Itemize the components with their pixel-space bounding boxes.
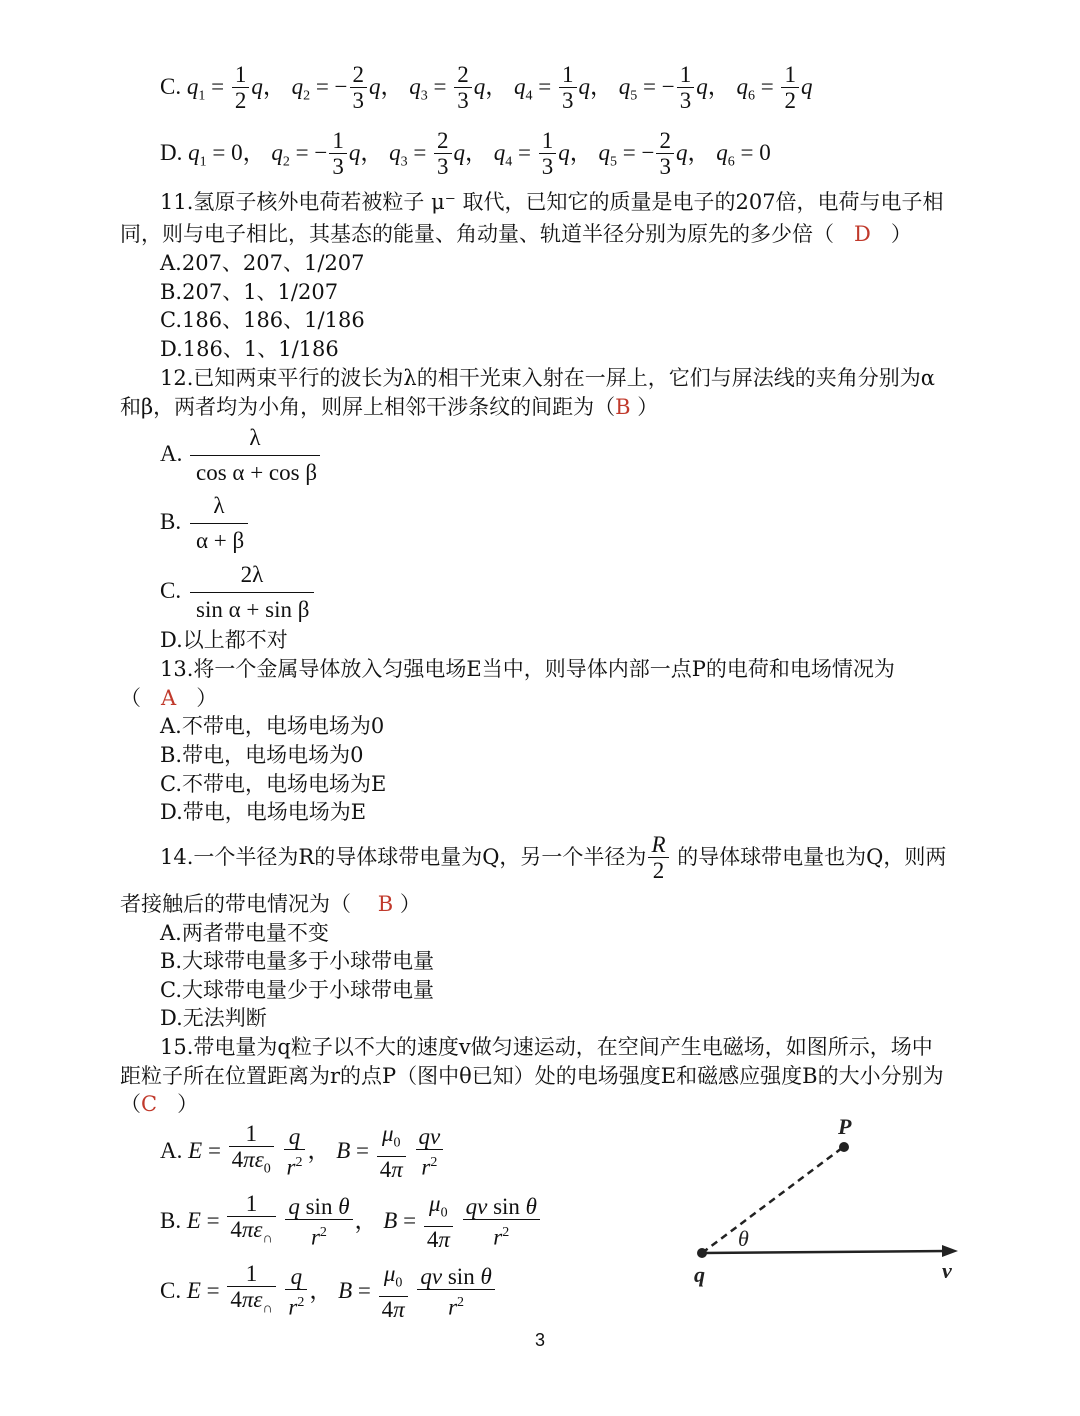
q14-stem-line1: 14.一个半径为R的导体球带电量为Q，另一个半径为 $\frac{R}{2}$ 的导体球带电量也为Q，则两	[160, 832, 947, 883]
q12-stem-line1: 12.已知两束平行的波长为λ的相干光束入射在一屏上，它们与屏法线的夹角分别为α	[160, 366, 935, 390]
q15-stem-line1: 15.带电量为q粒子以不大的速度v做匀速运动，在空间产生电磁场，如图所示，场中	[160, 1035, 933, 1059]
q13-stem-line2: （ A ）	[120, 686, 218, 710]
q13-stem-line1: 13.将一个金属导体放入匀强电场E当中，则导体内部一点P的电荷和电场情况为	[160, 657, 895, 681]
q15-stem-line2: 距粒子所在位置距离为r的点P（图中θ已知）处的电场强度E和磁感应强度B的大小分别为	[120, 1064, 944, 1088]
q14-option-d: D.无法判断	[160, 1006, 267, 1030]
velocity-v-label: v	[942, 1258, 952, 1283]
q15-option-c: C. E = $\frac{1}{4\pi\varepsilon_\cap}$ $\frac{q}{r^2}$ ， B = $\frac{\mu_0}{4\pi}$ $\frac{\text{qv sin θ}}{r^2}$	[160, 1258, 497, 1324]
q15-figure	[680, 1110, 980, 1300]
q10-option-c: C. $q_1$ = $\frac{1}{2}$ q， $q_2$ = − $\frac{2}{3}$ q， $q_3$ = $\frac{2}{3}$ q， $q_4$ = $\frac{1}{3}$ q， $q_5$ = − $\frac{1}{3}$ q， $q_6$ = $\frac{1}{2}$ q	[160, 62, 813, 114]
charge-q-label: q	[694, 1262, 705, 1287]
q11-option-c: C.186、186、1/186	[160, 308, 365, 332]
q15-option-a: A. E = $\frac{1}{4\pi\varepsilon_0}$ $\frac{q}{r^2}$ ， B = $\frac{\mu_0}{4\pi}$ $\frac{qv}{r^2}$	[160, 1118, 445, 1184]
q12-stem-line2: 和β，两者均为小角，则屏上相邻干涉条纹的间距为（B ）	[120, 395, 659, 419]
q11-option-a: A.207、207、1/207	[160, 251, 365, 275]
q11-option-d: D.186、1、1/186	[160, 337, 339, 361]
q15-stem-line3: （C ）	[120, 1092, 199, 1116]
q13-option-d: D.带电，电场电场为E	[160, 800, 367, 824]
page-number: 3	[534, 1330, 545, 1350]
q14-answer: B	[377, 892, 394, 916]
q10-option-d: D. $q_1 = 0$， $q_2$ = − $\frac{1}{3}$ q， $q_3$ = $\frac{2}{3}$ q， $q_4$ = $\frac{1}{3}$ q， $q_5$ = − $\frac{2}{3}$ q， $q_6 = 0$	[160, 128, 771, 180]
q14-option-c: C.大球带电量少于小球带电量	[160, 978, 434, 1002]
q15-answer: C	[141, 1092, 158, 1116]
distance-r-dashed-line	[702, 1148, 842, 1253]
point-p-dot	[839, 1142, 849, 1152]
q12-option-c: C. $\frac{2\lambda}{\text{sin α + sin β}}$	[160, 557, 316, 627]
q14-option-a: A.两者带电量不变	[160, 921, 329, 945]
q13-option-c: C.不带电，电场电场为E	[160, 772, 387, 796]
q13-answer: A	[161, 686, 177, 710]
point-p-label: P	[838, 1114, 852, 1139]
q12-answer: B	[615, 395, 631, 419]
velocity-line	[702, 1251, 948, 1253]
q11-answer: D	[854, 222, 871, 246]
q13-option-b: B.带电，电场电场为0	[160, 743, 364, 767]
charge-q-dot	[697, 1248, 707, 1258]
q13-option-a: A.不带电，电场电场为0	[160, 714, 385, 738]
velocity-arrowhead-icon	[942, 1245, 958, 1257]
q11-stem-line2: 同，则与电子相比，其基态的能量、角动量、轨道半径分别为原先的多少倍（ D ）	[120, 222, 912, 246]
q11-option-b: B.207、1、1/207	[160, 280, 339, 304]
q11-stem-line1: 11.氢原子核外电荷若被粒子 μ⁻ 取代，已知它的质量是电子的207倍，电荷与电子相	[160, 190, 944, 214]
q14-option-b: B.大球带电量多于小球带电量	[160, 949, 435, 973]
theta-label: θ	[738, 1226, 749, 1251]
q15-option-b: B. E = $\frac{1}{4\pi\varepsilon_\cap}$ $\frac{\text{q sin θ}}{r^2}$ ， B = $\frac{\mu_0}{4\pi}$ $\frac{\text{qv sin θ}}{r^2}$	[160, 1188, 542, 1254]
q12-option-b: B. $\frac{\lambda}{\alpha + \beta}$	[160, 488, 250, 558]
q12-option-a: A. $\frac{\lambda}{\text{cos α + cos β}}$	[160, 420, 322, 490]
q14-stem-line2: 者接触后的带电情况为（ B ）	[120, 892, 421, 916]
q12-option-d: D.以上都不对	[160, 628, 288, 652]
